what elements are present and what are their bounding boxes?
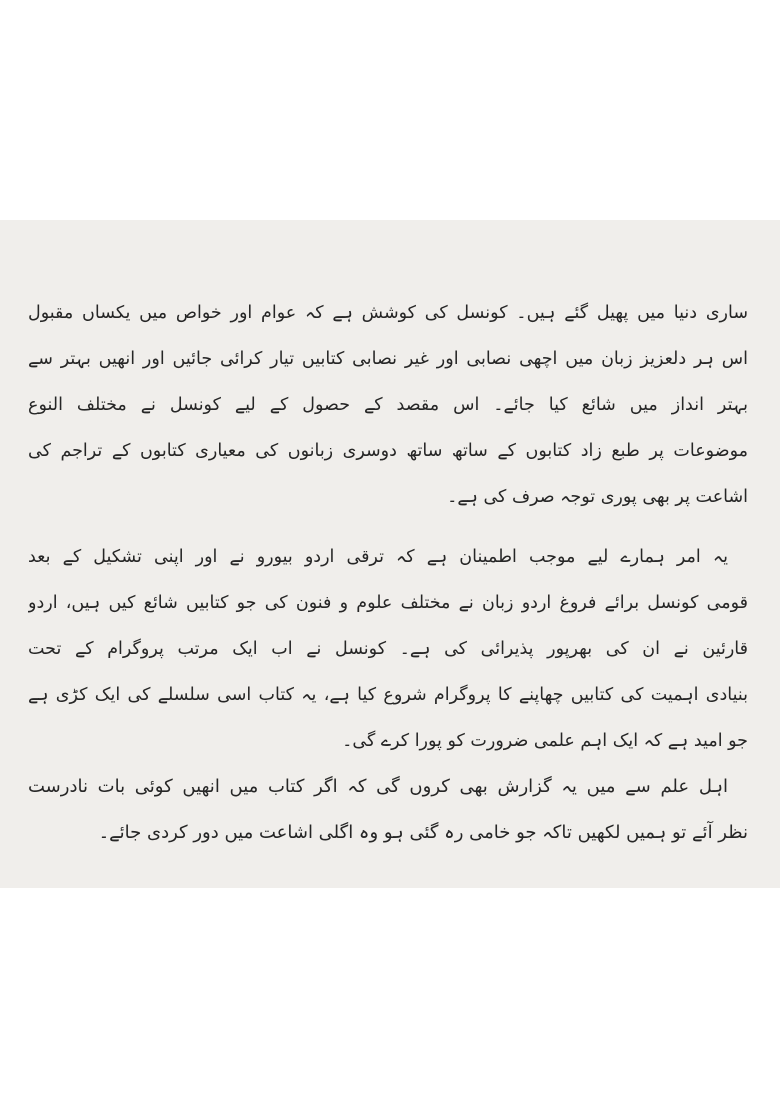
urdu-text-block	[28, 290, 748, 856]
paragraph-2	[28, 534, 748, 764]
text-line: اہل علم سے میں یہ گزارش بھی کروں گی کہ اگر کتاب میں انھیں کوئی بات نادرست	[28, 776, 728, 797]
paragraph-1	[28, 290, 748, 520]
text-line: نظر آئے تو ہمیں لکھیں تاکہ جو خامی رہ گئی ہو وہ اگلی اشاعت میں دور کردی جائے۔	[98, 822, 748, 843]
text-line: قارئین نے ان کی بھرپور پذیرائی کی ہے۔ کونسل نے اب ایک مرتب پروگرام کے تحت	[28, 639, 748, 659]
text-line: بنیادی اہمیت کی کتابیں چھاپنے کا پروگرام شروع کیا ہے، یہ کتاب اسی سلسلے کی ایک کڑی ہے	[28, 685, 748, 705]
text-line: قومی کونسل برائے فروغ اردو زبان نے مختلف علوم و فنون کی جو کتابیں شائع کیں ہیں، اردو	[28, 593, 748, 613]
text-line: جو امید ہے کہ ایک اہم علمی ضرورت کو پورا کرے گی۔	[342, 731, 748, 751]
text-line: اشاعت پر بھی پوری توجہ صرف کی ہے۔	[447, 487, 748, 507]
text-line: ساری دنیا میں پھیل گئے ہیں۔ کونسل کی کوشش ہے کہ عوام اور خواص میں یکساں مقبول	[28, 303, 748, 323]
text-line: اس ہر دلعزیز زبان میں اچھی نصابی اور غیر نصابی کتابیں تیار کرائی جائیں اور انھیں بہتر سے	[28, 349, 748, 369]
scanned-page-area	[0, 220, 780, 888]
paragraph-3	[28, 764, 748, 856]
text-line: بہتر انداز میں شائع کیا جائے۔ اس مقصد کے حصول کے لیے کونسل نے مختلف النوع	[28, 395, 748, 415]
text-line: موضوعات پر طبع زاد کتابوں کے ساتھ ساتھ دوسری زبانوں کی معیاری کتابوں کے تراجم کی	[28, 441, 748, 461]
text-line: یہ امر ہمارے لیے موجب اطمینان ہے کہ ترقی اردو بیورو نے اور اپنی تشکیل کے بعد	[28, 547, 728, 567]
